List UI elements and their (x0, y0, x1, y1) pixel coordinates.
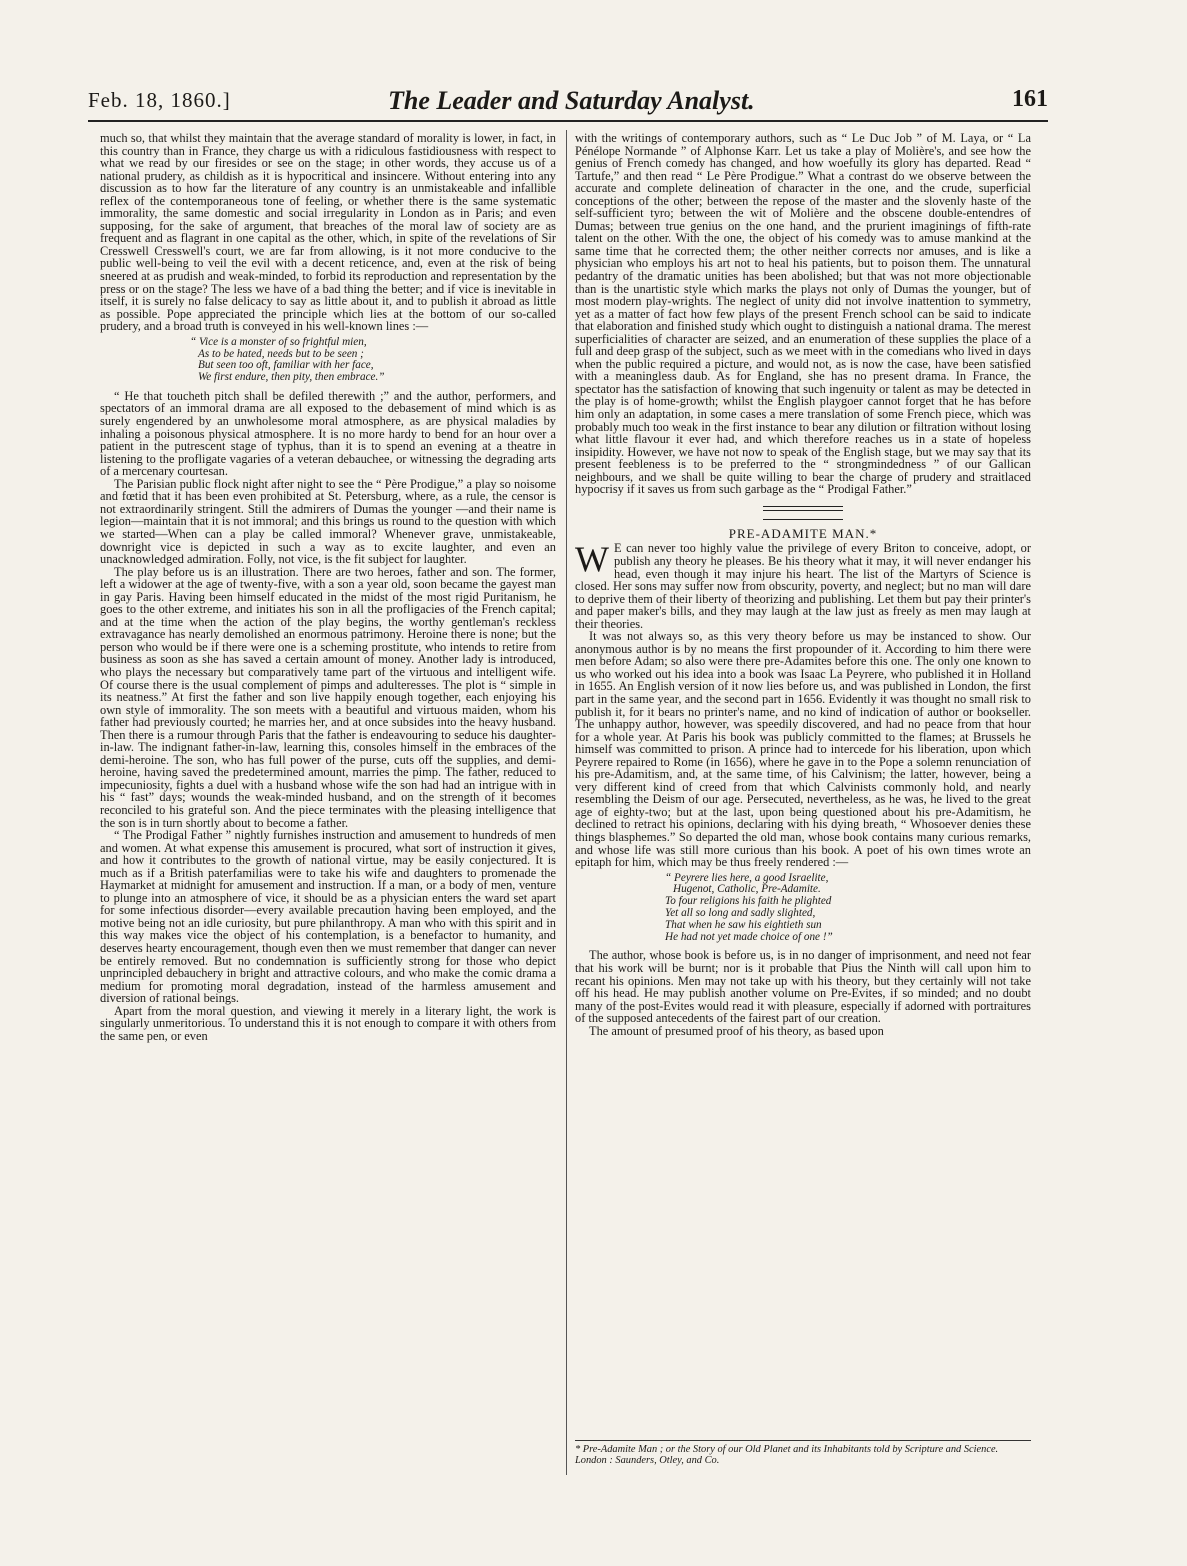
section-separator (763, 506, 843, 511)
epitaph-verse (665, 873, 1031, 944)
left-paragraph-5: “ The Prodigal Father ” nightly furnishes instruction and amusement to hundreds of men and women. At what expense this amusement is procured, what sort of instruction it gives, and how it contributes to the growth of national virtue, may be easily conjectured. It is much as if a British paterfamilias were to take his wife and daughters to promenade the Haymarket at midnight for amusement and instruction. If a man, or a body of men, venture to plunge into an atmosphere of vice, it should be as a physician enters the ward set apart for some infectious disorder—every available precaution having been employed, and the motive being not an idle curiosity, but pure philanthropy. A man who with this spirit and in this way makes vice the object of his contemplation, is a benefactor to humanity, and deserves hearty encouragement, though even then we must remember that danger can never be entirely removed. But no condemnation is sufficiently strong for those who depict unprincipled debauchery in bright and attractive colours, and who make the comic drama a medium for promoting moral degradation, instead of the harmless amusement and diversion of rational beings. (100, 828, 556, 1006)
drop-cap: W (575, 539, 609, 580)
issue-date: Feb. 18, 1860.] (88, 88, 231, 112)
verse-line: As to be hated, needs but to be seen ; (198, 347, 364, 360)
left-paragraph-1: much so, that whilst they maintain that the average standard of morality is lower, in fact, in this country than in France, they charge us with a ridiculous fastidiousness with respect to what we read by our firesides or see on the stage; in other words, they accuse us of a national prudery, as childish as it is hypocritical and insincere. Without entering into any discussion as to how far the literature of any country is an unmistakeable and infallible reflex of the contemporaneous tone of feeling, or whether there is the same systematic immorality, the same domestic and social irregularity in London as in Paris; and even supposing, for the sake of argument, that breaches of the moral law of society are as frequent and as flagrant in one capital as the other, which, in spite of the revelations of Sir Cresswell Cresswell's court, we are far from allowing, is it not more conducive to the public well-being to veil the evil with a decent reticence, and, even at the risk of being sneered at as prudish and weak-minded, to forbid its reproduction and representation by the press or on the stage? The less we have of a bad thing the better; and if vice is inevitable in itself, it is surely no false delicacy to say as little about it, and to publish it abroad as little as possible. Pope appreciated the principle which lies at the bottom of our so-called prudery, and a broad truth is conveyed in his well-known lines :— (100, 132, 556, 334)
left-paragraph-2: “ He that toucheth pitch shall be defiled therewith ;” and the author, performers, and spectators of an immoral drama are all exposed to the debasement of mind which is as surely engendered by an unwholesome moral atmosphere, as are physical maladies by inhaling a poisonous physical atmosphere. It is no more hardy to bend for an hour over a patient in the putrescent stage of typhus, than it is to spend an evening at a theatre in listening to the profligate vagaries of a veteran debauchee, or witnessing the degrading arts of a mercenary courtesan. (100, 388, 556, 479)
right-paragraph-4: The author, whose book is before us, is in no danger of imprisonment, and need not fear that his work will be burnt; nor is it probable that Pius the Ninth will call upon him to recant his opinions. Men may not take up with his theory, but they certainly will not take off his head. He may publish another volume on Pre-Evites, if so minded; and no doubt many of the post-Evites would read it with pleasure, especially if adorned with portraitures of the supposed antecedents of the fairest part of our creation. (575, 948, 1031, 1026)
verse-line: “ Peyrere lies here, a good Israelite, (665, 871, 829, 884)
verse-line: He had not yet made choice of one !” (665, 930, 833, 943)
verse-line: To four religions his faith he plighted (665, 895, 832, 908)
article-opening-paragraph (575, 539, 1031, 631)
right-paragraph-1: with the writings of contemporary authors, such as “ Le Duc Job ” of M. Laya, or “ La Pénélope Normande ” of Alphonse Karr. Let us take a play of Molière's, and see how the genius of French comedy has changed, and how woefully its glory has departed. Read “ Tartufe,” and then read “ Le Père Prodigue.” What a contrast do we observe between the accurate and complete delineation of character in the one, and the crude, superficial conceptions of the other; between the repose of the master and the slovenly haste of the self-sufficient tyro; between the wit of Molière and the obscene double-entendres of Dumas; between true genius on the one hand, and the prurient imaginings of fifth-rate talent on the other. With the one, the object of his comedy was to amuse mankind at the same time that he corrected them; the other neither corrects nor amuses, and is like a physician who employs his art not to heal his patients, but to poison them. The unnatural pedantry of the dramatic unities has been abolished; but that was not more objectionable than is the unartistic style which marks the plays not only of Dumas the younger, but of most modern play-wrights. The neglect of unity did not involve inattention to symmetry, yet as a matter of fact how few plays of the present French school can be said to indicate that elaboration and finished study which ought to distinguish a national drama. The merest superficialities of character are seized, and an enumeration of these supplies the place of a full and deep grasp of the subject, such as we meet with in the comedians who lived in days when the public required a picture, and would not, as is now the case, have been satisfied with a meaningless daub. As for England, she has no present drama. In France, the spectator has the satisfaction of knowing that such ingenuity or talent as may be detected in the play is of home-growth; whilst the English playgoer cannot forget that he has before him only an adaptation, in some cases a mere translation of some French piece, which was probably much too weak in the first instance to bear any dilution or filtration without losing what little flavour it ever had, and which therefore reaches us in a state of hopeless insipidity. However, we have not now to speak of the English stage, but we may say that its present feebleness is to be preferred to the “ strongmindedness ” of our Gallican neighbours, and we shall be quite willing to bear the charge of prudery and straitlaced hypocrisy if it saves us from such garbage as the “ Prodigal Father.” (575, 132, 1031, 497)
opening-text: E can never too highly value the privilege of every Briton to conceive, adopt, or publish any theory he pleases. Be his theory what it may, it will never endanger his head, even though it may injure his heart. The list of the Martyrs of Science is closed. Her sons may suffer now from obscurity, poverty, and neglect; but no man will dare to deprive them of their liberty of theorizing and publishing. Let them but pay their printer's and paper maker's bills, and they may laugh at the law just as freely as men may laugh at their theories. (575, 541, 1031, 631)
right-column (575, 132, 1031, 1442)
verse-line: But seen too oft, familiar with her face, (198, 359, 374, 372)
masthead (88, 86, 1048, 122)
pope-verse (190, 337, 556, 384)
left-paragraph-4: The play before us is an illustration. There are two heroes, father and son. The former, left a widower at the age of twenty-five, with a son a year old, soon became the gayest man in gay Paris. Having been himself educated in the midst of the most rigid Puritanism, he goes to the other extreme, and initiates his son in all the profligacies of the French capital; and at the time when the action of the play begins, the worthy gentleman's reckless extravagance has nearly demolished an enormous patrimony. Heroine there is none; but the person who would be if there were one is a scheming prostitute, who intends to retire from business as soon as she has saved a certain amount of money. Another lady is introduced, who plays the necessary but comparatively tame part of the virtuous and intelligent wife. Of course there is the usual complement of pimps and adulteresses. The plot is “ simple in its neatness.” At first the father and son live happily enough together, each enjoying his own style of immorality. The son meets with a beautiful and virtuous maiden, whom his father had previously courted; he marries her, and at once subsides into the heavy husband. Then there is a rumour through Paris that the father is endeavouring to seduce his daughter-in-law. The indignant father-in-law, learning this, consoles himself in the embraces of the demi-heroine. The son, who has full power of the purse, cuts off the supplies, and demi-heroine, having saved the predetermined amount, marries the pimp. The father, reduced to impecuniosity, fights a duel with a husband whose wife the son had had an intrigue with in his “ fast” days; wounds the weak-minded husband, and on the strength of it becomes reconciled to his grateful son. And the piece terminates with the pleasing intelligence that the son is in turn shortly about to become a father. (100, 564, 556, 830)
verse-line: Yet all so long and sadly slighted, (665, 907, 816, 920)
verse-line: Hugenot, Catholic, Pre-Adamite. (673, 883, 821, 896)
verse-line: That when he saw his eightieth sun (665, 918, 822, 931)
left-paragraph-6: Apart from the moral question, and viewing it merely in a literary light, the work is singularly unmeritorious. To understand this it is not enough to compare it with others from the same pen, or even (100, 1003, 556, 1043)
right-paragraph-3: It was not always so, as this very theory before us may be instanced to show. Our anonymous author is by no means the first propounder of it. According to him there were men before Adam; so also were there pre-Adamites before this one. The only one known to us who worked out his idea into a book was Isaac La Peyrere, who published it in Holland in 1655. An English version of it now lies before us, and was published in London, the first part in the same year, and the second part in 1656. Evidently it was thought no small risk to publish it, for it bears no printer's name, and no kind of indication of author or bookseller. The unhappy author, however, was speedily discovered, and had no peace from that hour for a whole year. At Paris his book was publicly committed to the flames; at Brussels he himself was committed to prison. A prince had to intercede for his liberation, upon which Peyrere repaired to Rome (in 1656), where he gave in to the Pope a solemn renunciation of his pre-Adamitism, and, at the same time, of his Calvinism; the latter, however, being a very different kind of creed from that which Calvinists commonly hold, and nearly resembling the Deism of our age. Persecuted, nevertheless, as he was, he lived to the great age of eighty-two; but at the last, upon being questioned about his pre-Adamitism, he declined to retract his opinions, declaring with his dying breath, “ Whosoever denies these things blasphemes.” So departed the old man, whose book contains many curious remarks, and whose life was still more curious than his book. A poet of his own times wrote an epitaph for him, which may be thus freely rendered :— (575, 629, 1031, 870)
publication-title: The Leader and Saturday Analyst. (388, 86, 755, 115)
verse-line: We first endure, then pity, then embrace.” (198, 371, 385, 384)
footnote: * Pre-Adamite Man ; or the Story of our Old Planet and its Inhabitants told by Scripture and Science. London : Saunders, Otley, and Co. (575, 1440, 1031, 1466)
left-column (100, 132, 556, 1472)
page-number: 161 (1012, 86, 1048, 112)
column-rule (566, 130, 567, 1475)
section-separator-thin (763, 519, 843, 520)
left-paragraph-3: The Parisian public flock night after night to see the “ Père Prodigue,” a play so noisome and fœtid that it has been even prohibited at St. Petersburg, where, as a rule, the censor is not extraordinarily stringent. Still the admirers of Dumas the younger —and their name is legion—maintain that it is not immoral; and this brings us round to the question with which we started—When can a play be called immoral? Whenever grave, unmistakeable, downright vice is depicted in such a way as to excite laughter, and even an unacknowledged admiration. Folly, not vice, is the fit subject for laughter. (100, 476, 556, 567)
article-heading: PRE-ADAMITE MAN.* (728, 525, 878, 541)
right-paragraph-5: The amount of presumed proof of his theory, as based upon (589, 1023, 884, 1038)
verse-line: “ Vice is a monster of so frightful mien, (190, 335, 367, 348)
